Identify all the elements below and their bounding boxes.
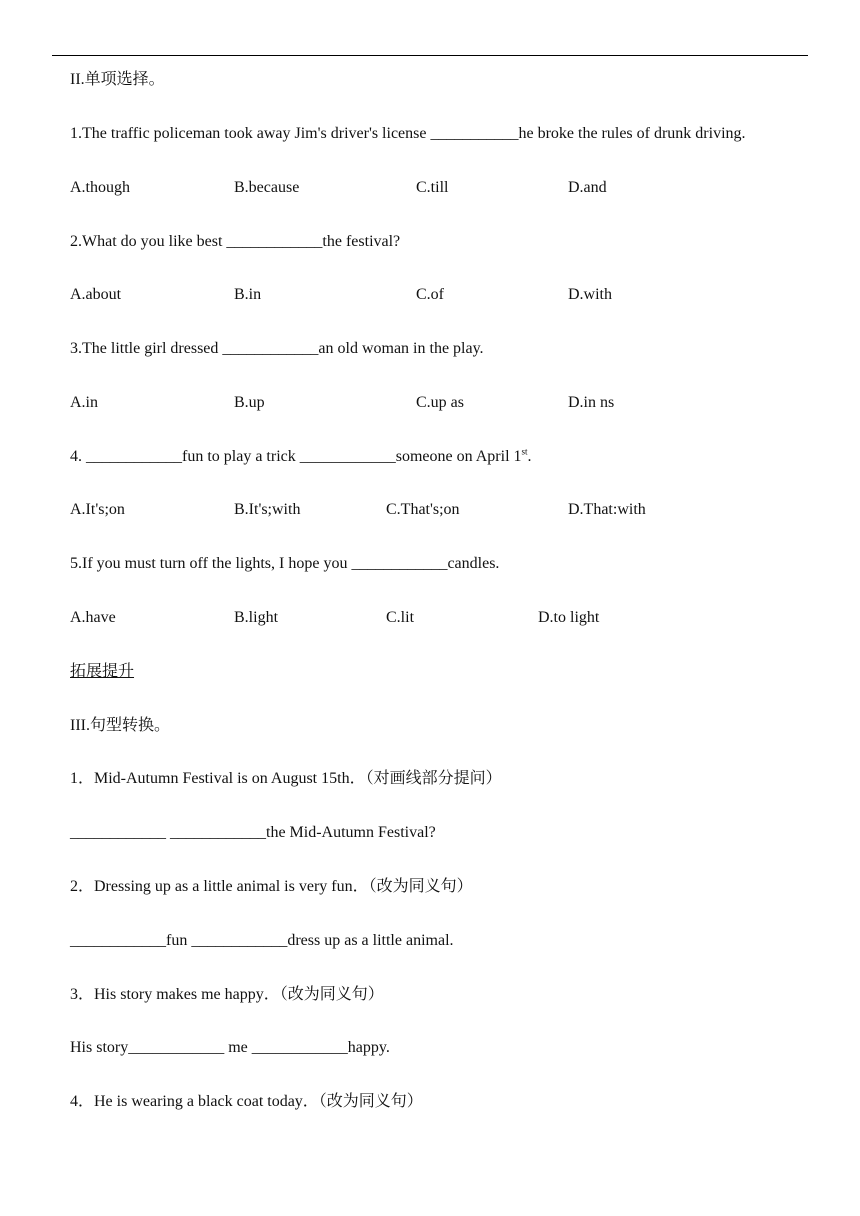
option-3d: D.in ns [568, 394, 615, 411]
question-4-superscript: st [521, 446, 528, 457]
question-4 [70, 447, 532, 467]
question-2: 2.What do you like best ____________the festival? [70, 233, 401, 250]
option-1a: A.though [70, 179, 130, 196]
question-5: 5.If you must turn off the lights, I hope you ____________candles. [70, 555, 500, 572]
option-5d: D.to light [538, 609, 600, 626]
option-4c: C.That's;on [386, 501, 460, 518]
transform-prompt-3: 3．His story makes me happy．（改为同义句） [70, 986, 384, 1003]
extension-heading: 拓展提升 [70, 663, 135, 680]
header-rule [52, 55, 808, 56]
section-heading: II.单项选择。 [70, 71, 165, 88]
option-1b: B.because [234, 179, 300, 196]
option-4d: D.That:with [568, 501, 646, 518]
transform-answer-3: His story____________ me ____________happy. [70, 1039, 390, 1056]
option-5b: B.light [234, 609, 279, 626]
option-5c: C.lit [386, 609, 415, 626]
option-1d: D.and [568, 179, 607, 196]
option-2b: B.in [234, 286, 262, 303]
option-2d: D.with [568, 286, 612, 303]
option-3a: A.in [70, 394, 98, 411]
transform-answer-1: ____________ ____________the Mid-Autumn Festival? [70, 824, 436, 841]
option-4b: B.It's;with [234, 501, 301, 518]
question-1: 1.The traffic policeman took away Jim's driver's license ___________he broke the rules of drunk driving. [70, 125, 746, 142]
transform-prompt-2: 2．Dressing up as a little animal is very fun．（改为同义句） [70, 878, 473, 895]
option-3c: C.up as [416, 394, 464, 411]
question-4-text: 4. ____________fun to play a trick ____________someone on April 1 [70, 448, 522, 465]
option-5a: A.have [70, 609, 116, 626]
transform-prompt-4: 4．He is wearing a black coat today．（改为同义句） [70, 1093, 423, 1110]
option-2a: A.about [70, 286, 122, 303]
question-4-end: . [527, 448, 532, 465]
transform-answer-2: ____________fun ____________dress up as a little animal. [70, 932, 454, 949]
option-2c: C.of [416, 286, 444, 303]
option-1c: C.till [416, 179, 449, 196]
section-heading-3: III.句型转换。 [70, 717, 170, 734]
transform-prompt-1: 1．Mid-Autumn Festival is on August 15th．（对画线部分提问） [70, 770, 502, 787]
option-3b: B.up [234, 394, 265, 411]
question-3: 3.The little girl dressed ____________an old woman in the play. [70, 340, 484, 357]
option-4a: A.It's;on [70, 501, 125, 518]
